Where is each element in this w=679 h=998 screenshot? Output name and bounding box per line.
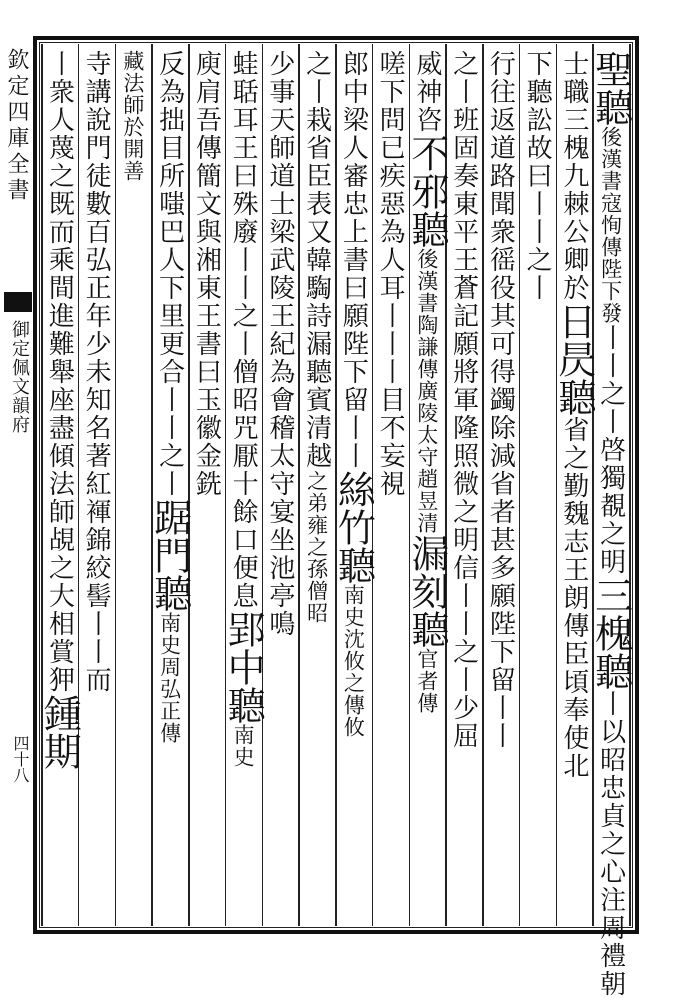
text-column [551,50,596,916]
text-column [187,50,225,916]
text-column [331,50,376,916]
text-column [404,50,449,916]
column-text: 威神咨 [411,50,442,134]
entry-heading: 日昃聽 [551,302,596,416]
column-text: 南史沈攸之傳攸 [341,584,366,738]
page-number: 四十八 [11,735,30,783]
column-text: 藏法師於開善 [120,50,145,182]
column-text: 行往返道路聞衆徭役其可得蠲除減省者甚多願陛下留丨丨 [485,50,516,750]
entry-heading: 絲竹聽 [331,470,376,584]
column-text: 已疾惡為人耳丨丨丨目不妄視 [375,134,406,498]
column-text: 官者傳 [414,648,439,714]
column-text: 後漢書寇恂傳陛下發 [598,126,623,324]
entry-heading: 踞門聽 [147,498,192,612]
fish-tail-mark [4,292,32,312]
column-text: 反為拙目所嗤巴人下里更合丨丨之丨 [154,50,185,498]
column-text: 丨以昭忠貞之心注周禮朝 [595,690,626,998]
text-column [114,50,152,916]
text-column [37,50,82,916]
column-text: 後漢書陶謙傳廣陵太守趙昱清 [414,248,439,534]
column-text: 庾肩吾傳簡文與湘東王書曰玉徽金銑 [191,50,222,498]
text-column [588,50,633,998]
text-column [445,50,483,916]
column-text: 之丨班固奏東平王蒼記願將軍隆照微之明信丨丨之丨少屈 [448,50,479,750]
gutter-book-title: 御定佩文韻府 [9,320,30,434]
column-text: 郎中梁人審忠上書曰願陛下留丨丨 [338,50,369,470]
column-text: 嗟下問 [375,50,406,134]
column-text: 寺講說門徒數百弘正年少未知名著紅褌錦絞髻丨丨而 [81,50,112,694]
column-text: 省之勤魏志王朗傳臣頃奉使北 [558,416,589,780]
text-column [481,50,519,916]
text-column [261,50,299,916]
text-column [221,50,266,916]
column-text: 丨丨之丨啓獨覩之明 [595,324,626,576]
text-column [77,50,115,916]
column-text: 南史 [231,724,256,768]
column-text: 之丨栽省臣表又韓騊詩漏聽賓清越 [301,50,332,470]
text-column [147,50,192,916]
column-text: 少事天師道士梁武陵王紀為會稽太守宴坐池亭鳴 [264,50,295,638]
column-text: 士職三槐九棘公卿於 [558,50,589,302]
column-text: 丨衆人蔑之既而乘間進難舉座盡傾法師覘之大相賞狎 [44,50,75,694]
gutter-collection-title: 欽定四庫全書 [4,48,29,204]
text-column [371,50,409,916]
column-text: 下聽訟故曰丨丨之丨 [522,50,553,302]
column-text: 南史周弘正傳 [157,612,182,744]
text-column [518,50,556,916]
entry-heading: 聖聽 [588,50,633,126]
entry-heading: 鍾期 [37,694,82,770]
text-column [298,50,336,916]
entry-heading: 三槐聽 [588,576,633,690]
entry-heading: 郢中聽 [221,610,266,724]
entry-heading: 不邪聽 [404,134,449,248]
column-text: 蛙聒耳王曰殊廢丨丨之丨僧昭咒厭十餘口便息 [228,50,259,610]
entry-heading: 漏刻聽 [404,534,449,648]
column-text: 之弟雍之孫僧昭 [304,470,329,624]
